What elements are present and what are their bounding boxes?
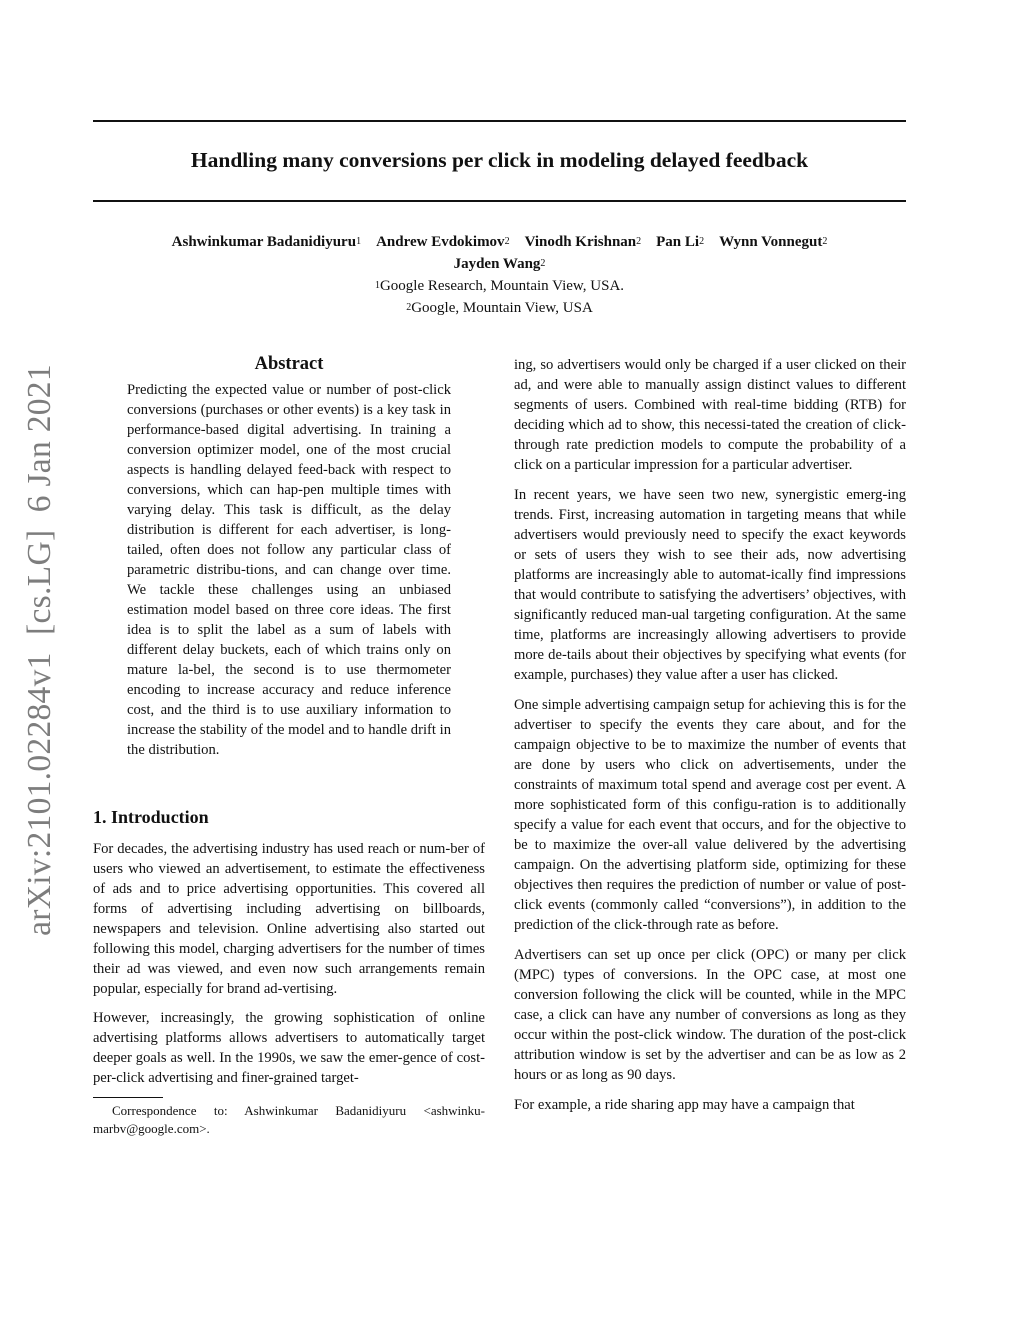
abstract-text: Predicting the expected value or number of post-click conversions (purchases or other events) is a key task in performance-based digital advertising. In training a conversion optimizer model, one of the most crucial aspects is handling delayed feed-back with respect to conversions, which can hap-pen multiple times with varying delay. This task is difficult, as the delay distribution is different for each advertiser, is long-tailed, often does not follow any particular class of parametric distribu-tions, and can change over time. We tackle these challenges using an unbiased estimation model based on three core ideas. The first idea is to split the label as a sum of labels with different delay buckets, each of which trains only on mature la-bel, the second is to use thermometer encoding to increase accuracy and reduce inference cost, and the third is to use auxiliary information to increase the stability of the model and to handle drift in the distribution. xyxy=(127,382,451,758)
author-block xyxy=(93,232,906,320)
affiliation-text: Google Research, Mountain View, USA. xyxy=(379,278,625,294)
body-paragraph: In recent years, we have seen two new, synergistic emerg-ing trends. First, increasing automation in targeting means that while advertisers would previously need to specify the exact keywords or sets of users they wish to see their ads, now advertising platforms are increasingly able to automat-ically find impressions that would contribute to satisfying the advertisers’ objectives, with significantly reduced man-ual targeting configuration. At the same time, platforms are increasingly allowing advertisers to provide more de-tails about their objectives by specifying what events (for example, purchases) they value after a user has clicked. xyxy=(514,487,906,683)
affiliation-mark: 2 xyxy=(406,302,412,313)
title-rule-bottom xyxy=(93,200,906,202)
author-affiliation-mark: 1 xyxy=(356,236,362,247)
author-affiliation-mark: 2 xyxy=(540,258,546,269)
author-line-2 xyxy=(454,256,546,272)
author-affiliation-mark: 2 xyxy=(822,236,828,247)
correspondence-footnote: Correspondence to: Ashwinkumar Badanidiyuru <ashwinku-marbv@google.com>. xyxy=(93,1103,485,1136)
arxiv-stamp xyxy=(20,364,60,936)
author-name: Jayden Wang xyxy=(453,256,541,272)
author-name: Ashwinkumar Badanidiyuru xyxy=(171,234,357,250)
author-affiliation-mark: 2 xyxy=(699,236,705,247)
title-rule-top xyxy=(93,120,906,122)
arxiv-stamp-text: arXiv:2101.02284v1 [cs.LG] 6 Jan 2021 xyxy=(21,364,58,936)
author-name: Vinodh Krishnan xyxy=(524,234,637,250)
author-name: Pan Li xyxy=(656,234,700,250)
body-paragraph: Advertisers can set up once per click (OPC) or many per click (MPC) types of conversions. In the OPC case, at most one conversion following the click will be counted, while in the MPC case, a click can have any number of conversions as long as they occur within the post-click window. The duration of the post-click attribution window is set by the advertiser and can be as low as 2 hours or as long as 90 days. xyxy=(514,947,906,1083)
footnote-rule xyxy=(93,1097,163,1098)
affiliation-1 xyxy=(93,276,906,298)
author-affiliation-mark: 2 xyxy=(636,236,642,247)
author-affiliation-mark: 2 xyxy=(504,236,510,247)
body-paragraph: ing, so advertisers would only be charged if a user clicked on their ad, and were able to manually assign distinct values to different segments of users. Combined with real-time bidding (RTB) for deciding which ad to show, this necessi-tated the creation of click-through rate prediction models to compute the probability of a click on a particular impression for a particular advertiser. xyxy=(514,357,906,473)
paper-title: Handling many conversions per click in modeling delayed feedback xyxy=(190,148,809,172)
intro-paragraph-1: For decades, the advertising industry has used reach or num-ber of users who viewed an advertisement, to estimate the effectiveness of ads and to price advertising opportunities. This covered all forms of advertising including advertising on billboards, newspapers and television. Online advertising also started out following this model, charging advertisers for the number of times their ad was viewed, and even now such arrangements remain popular, especially for brand ad-vertising. xyxy=(93,841,485,997)
author-name: Wynn Vonnegut xyxy=(719,234,823,250)
right-column xyxy=(514,355,906,1125)
section-heading-introduction: 1. Introduction xyxy=(93,807,209,827)
body-paragraph: One simple advertising campaign setup for achieving this is for the advertiser to specify the events they care about, and for the campaign objective to be to maximize the number of events that are done by users who click on advertisements, under the constraints of maximum total spend and average cost per event. A more sophisticated form of this configu-ration is to additionally specify a value for each event that occurs, and for the objective to be to maximize the over-all value delivered by the advertising campaign. On the advertising platform side, optimizing for these objectives then requires the prediction of number or value of post-click events (commonly called “conversions”), in addition to the prediction of the click-through rate as before. xyxy=(514,697,906,933)
affiliation-mark: 1 xyxy=(374,280,380,291)
body-paragraph: For example, a ride sharing app may have a campaign that xyxy=(514,1097,855,1113)
author-line-1 xyxy=(172,234,828,250)
author-name: Andrew Evdokimov xyxy=(376,234,505,250)
intro-paragraph-2: However, increasingly, the growing sophistication of online advertising platforms allows advertisers to automatically target deeper goals as well. In the 1990s, we saw the emer-gence of cost-per-click advertising and finer-grained target- xyxy=(93,1010,485,1086)
left-column xyxy=(93,350,485,1138)
affiliation-2 xyxy=(93,298,906,320)
abstract-heading: Abstract xyxy=(254,354,324,374)
affiliation-text: Google, Mountain View, USA xyxy=(411,300,593,316)
